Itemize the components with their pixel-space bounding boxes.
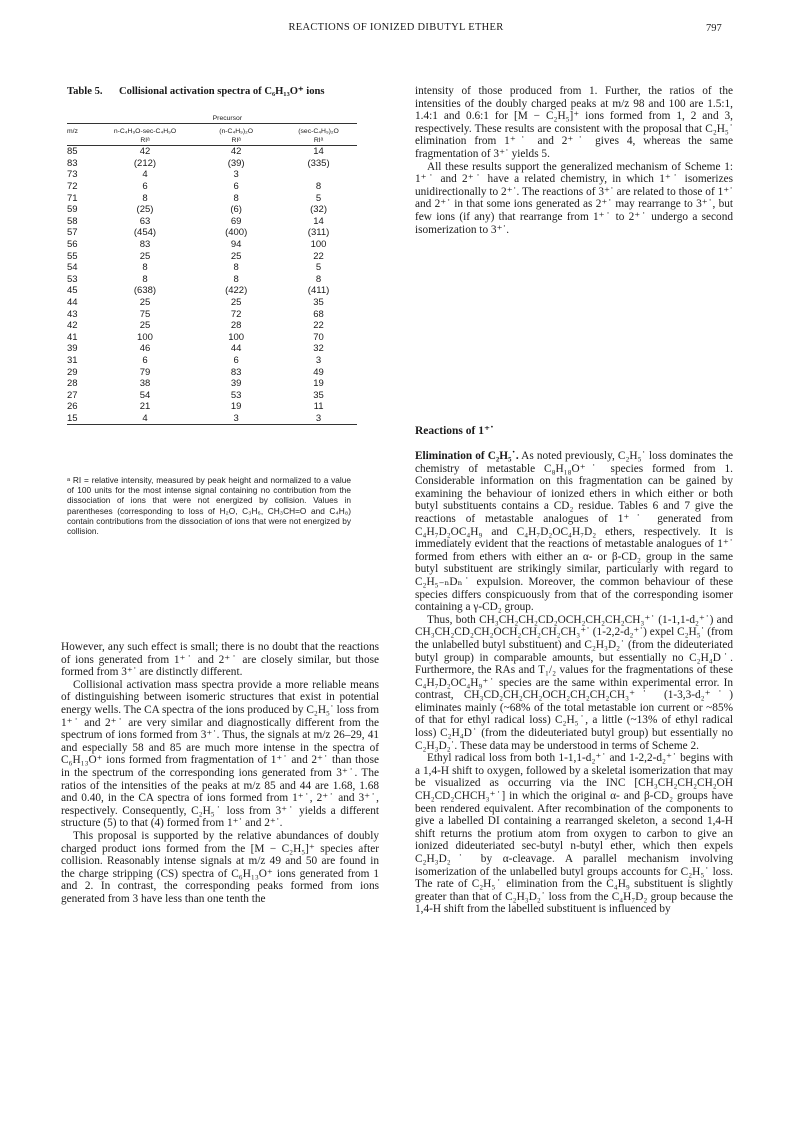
mz-cell: 39 <box>67 343 78 355</box>
intensity-cell: (335) <box>307 157 330 169</box>
table-row <box>67 320 357 332</box>
spectra-table <box>67 114 357 425</box>
mz-cell: 53 <box>67 273 78 285</box>
intensity-cell: 83 <box>139 239 151 251</box>
left-body-text <box>61 641 379 905</box>
paragraph: However, any such effect is small; there is no doubt that the reactions of ions generated from 1⁺˙ and 2⁺˙ are closely similar, but those formed from 3⁺˙ are distinctly different. <box>61 641 379 679</box>
intensity-cell: 4 <box>142 169 148 181</box>
table-row <box>67 332 357 344</box>
column-subheader: RIᵃ <box>98 136 192 146</box>
paragraph: This proposal is supported by the relative abundances of doubly charged product ions formed from the [M − C₂H₅]⁺ species after collision. Reasonably intense signals at m/z 49 and 50 are found in the charge stripping (CS) spectra of C₆H₁₃O⁺ ions generated from 1 and 2. In contrast, the corresponding peaks formed from ions generated from 3 have less than one tenth the <box>61 829 379 905</box>
intensity-cell: (25) <box>136 204 154 216</box>
intensity-cell: 72 <box>230 308 242 320</box>
mz-cell: 42 <box>67 320 78 332</box>
intensity-cell: 32 <box>313 343 324 355</box>
intensity-cell: 14 <box>313 215 324 227</box>
mz-cell: 73 <box>67 169 78 181</box>
table-row <box>67 378 357 390</box>
intensity-cell: 83 <box>230 366 242 378</box>
paragraph: Thus, both CH₃CH₂CH₂CD₂OCH₂CH₂CH₂CH₃⁺˙ (1-1,1-d₂⁺˙) and CH₃CH₂CD₂CH₂OCH₂CH₂CH₂CH₃⁺˙ (1-2,2-d₂⁺˙) expel C₂H₅˙ (from the unlabelled butyl substituent) and C₂H₃D₂˙ (from the dideuteriated butyl group) in comparable amounts, but essentially no C₂H₄D˙. Furthermore, the RAs and T₁/₂ values for the fragmentations of these C₄H₇D₂OC₄H₉⁺˙ species are the same within experimental error. In contrast, CH₃CD₂CH₂CH₂OCH₂CH₂CH₂CH₃⁺˙ (1-3,3-d₂⁺˙) eliminates mainly (~68% of the total metastable ion current or ~85% of that for ethyl radical loss) C₂H₅˙, a little (~13% of ethyl radical loss) C₂H₄D˙ (from the dideuteriated butyl group) but essentially no C₂H₃D₂˙. These data may be understood in terms of Scheme 2. <box>415 613 733 752</box>
intensity-cell: 11 <box>313 401 324 413</box>
intensity-cell: 8 <box>233 192 239 204</box>
intensity-cell: 22 <box>313 250 324 262</box>
right-column <box>415 85 734 916</box>
paragraph-text: As noted previously, C₂H₅˙ loss dominates the chemistry of metastable C₈H₁₈O⁺˙ species formed from 1. Considerable information on this fragmentation can be gained by examining the behaviour of ionized ethers in which either or both butyl substituents contains a CD₂ residue. Tables 6 and 7 give the reactions of metastable analogues of 1⁺˙ generated from C₄H₇D₂OC₄H₉ and C₄H₇D₂OC₄H₇D₂ ethers, respectively. It is immediately evident that the reactions of metastable analogues of 1⁺˙ formed from ethers with either an α- or β-CD₂ group in the same butyl substituent are strikingly similar, particularly with regard to C₂H₅₋ₙDₙ˙ expulsion. Moreover, the common behaviour of these species differs conspicuously from that of the corresponding isomer containing a γ-CD₂ group. <box>415 450 734 614</box>
subheading: Elimination of C₂H₅˙. <box>415 450 519 462</box>
mz-cell: 54 <box>67 262 78 274</box>
mz-cell: 43 <box>67 308 78 320</box>
running-head: REACTIONS OF IONIZED DIBUTYL ETHER <box>288 22 504 33</box>
paragraph: intensity of those produced from 1. Further, the ratios of the intensities of the doubly charged peaks at m/z 98 and 100 are 1.5:1, 1.4:1 and 0.6:1 for [M − C₂H₅]⁺ ions formed from 1, 2 and 3, respectively. These results are consistent with the proposal that C₂H₅˙ elimination from 1⁺˙ and 2⁺˙ gives 4, whereas the same fragmentation of 3⁺˙ yields 5. <box>415 85 733 160</box>
intensity-cell: 100 <box>228 331 245 343</box>
intensity-cell: 8 <box>142 273 148 285</box>
table-row <box>67 343 357 355</box>
table-row <box>67 146 357 158</box>
intensity-cell: (454) <box>133 227 157 239</box>
intensity-cell: 6 <box>233 181 239 193</box>
left-column <box>61 85 379 905</box>
intensity-cell: 25 <box>230 250 242 262</box>
table-row <box>67 216 357 228</box>
table-row <box>67 239 357 251</box>
table-row <box>67 401 357 413</box>
column-subheader <box>67 136 98 146</box>
mz-cell: 29 <box>67 366 78 378</box>
intensity-cell: 8 <box>315 181 322 193</box>
table-row <box>67 158 357 170</box>
right-body-text <box>415 450 733 916</box>
intensity-cell: 42 <box>230 146 242 158</box>
intensity-cell: 3 <box>280 413 357 425</box>
intensity-cell: 21 <box>139 401 151 413</box>
intensity-cell: 28 <box>230 320 242 332</box>
intensity-cell: 25 <box>139 320 151 332</box>
table-title: Collisional activation spectra of C₆H₁₃O⁺ ions <box>119 86 325 97</box>
table-label: Table 5. <box>67 86 103 97</box>
intensity-cell: 14 <box>313 146 324 158</box>
table-row <box>67 181 357 193</box>
table-row <box>67 227 357 239</box>
intensity-cell: 53 <box>230 389 242 401</box>
intensity-cell: 75 <box>139 308 151 320</box>
intensity-cell: (32) <box>310 204 327 216</box>
intensity-cell: 63 <box>139 215 151 227</box>
mz-cell: 71 <box>67 192 78 204</box>
mz-cell: 44 <box>67 297 78 309</box>
table-row <box>67 297 357 309</box>
intensity-cell: 35 <box>313 389 324 401</box>
table-row <box>67 308 357 320</box>
table-footnote: ᵃ RI = relative intensity, measured by peak height and normalized to a value of 100 units for the most intense signal containing no contribution from the dissociation of ions that were not energized by collision. Values in parentheses (corresponding to loss of H₂O, C₃H₆, CH₃CH=O and C₄H₈) contain contributions from the dissociation of ions that were not energized by collision. <box>67 475 351 537</box>
intensity-cell: 8 <box>233 273 239 285</box>
mz-cell: 55 <box>67 250 78 262</box>
mz-cell: 26 <box>67 401 78 413</box>
intensity-cell: 25 <box>139 297 151 309</box>
intensity-cell <box>280 169 357 181</box>
table-row <box>67 413 357 425</box>
intensity-cell: 42 <box>139 146 151 158</box>
intensity-cell: 100 <box>137 331 153 343</box>
intensity-cell: 6 <box>142 181 148 193</box>
intensity-cell: 68 <box>313 308 324 320</box>
table-row <box>67 262 357 274</box>
intensity-cell: 25 <box>230 297 242 309</box>
mz-cell: 72 <box>67 181 78 193</box>
intensity-cell: 49 <box>313 366 324 378</box>
table-row <box>67 355 357 367</box>
intensity-cell: (39) <box>227 157 245 169</box>
intensity-cell: 3 <box>315 354 322 366</box>
page-number: 797 <box>706 23 722 34</box>
intensity-cell: (422) <box>225 285 248 297</box>
intensity-cell: (411) <box>307 285 330 297</box>
table-row <box>67 192 357 204</box>
column-subheader: RIᵃ <box>280 136 357 146</box>
intensity-cell: 3 <box>233 169 239 181</box>
paragraph <box>415 450 733 614</box>
intensity-cell: 22 <box>313 320 324 332</box>
intensity-cell: 25 <box>139 250 151 262</box>
mz-cell: 15 <box>67 413 98 425</box>
table-row <box>67 250 357 262</box>
intensity-cell: 4 <box>98 413 192 425</box>
column-header: (sec-C₄H₉)₂O <box>280 124 357 137</box>
mz-cell: 27 <box>67 389 78 401</box>
mz-cell: 31 <box>67 354 78 366</box>
intensity-cell: 6 <box>233 354 239 366</box>
table-caption <box>67 85 355 98</box>
table-row <box>67 389 357 401</box>
intensity-cell: 5 <box>315 262 322 274</box>
mz-cell: 45 <box>67 285 78 297</box>
table-row <box>67 274 357 286</box>
intensity-cell: 8 <box>315 273 322 285</box>
mz-cell: 83 <box>67 157 78 169</box>
mz-cell: 56 <box>67 239 78 251</box>
intensity-cell: (638) <box>133 285 157 297</box>
mz-cell: 85 <box>67 146 78 158</box>
intensity-cell: 69 <box>230 215 242 227</box>
intensity-cell: 46 <box>139 343 151 355</box>
intensity-cell: 6 <box>142 354 148 366</box>
intensity-cell: (212) <box>133 157 157 169</box>
intensity-cell: 3 <box>192 413 280 425</box>
column-header: n-C₄H₉O-sec-C₄H₉O <box>98 124 192 137</box>
intensity-cell: 54 <box>139 389 151 401</box>
intensity-cell: 19 <box>230 401 242 413</box>
intensity-cell: 8 <box>142 192 148 204</box>
intensity-cell: 100 <box>310 239 327 251</box>
precursor-label: Precursor <box>212 114 243 122</box>
table-row <box>67 366 357 378</box>
mz-cell: 57 <box>67 227 78 239</box>
column-header: m/z <box>67 124 98 137</box>
paragraph: Collisional activation mass spectra provide a more reliable means of distinguishing between isomeric structures that exist in potential energy wells. The CA spectra of the ions produced by C₂H₅˙ loss from 1⁺˙ and 2⁺˙ are very similar and diagnostically different from the spectrum of ions formed from 3⁺˙. Thus, the signals at m/z 26–29, 41 and especially 58 and 85 are much more intense in the spectra of C₆H₁₃O⁺ ions formed from fragmentation of 1⁺˙ and 2⁺˙ than those in the spectrum of the corresponding ions generated from 3⁺˙. The ratios of the intensities of the peaks at m/z 85 and 44 are 1.68, 1.68 and 0.40, in the CA spectra of ions formed from 1⁺˙, 2⁺˙ and 3⁺˙, respectively. Consequently, C₂H₅˙ loss from 3⁺˙ yields a different structure (5) to that (4) formed from 1⁺˙ and 2⁺˙. <box>61 678 379 830</box>
paragraph: Ethyl radical loss from both 1-1,1-d₂⁺˙ and 1-2,2-d₂⁺˙ begins with a 1,4-H shift to oxygen, followed by a skeletal isomerization that may be visualized as occurring via the INC [CH₃CH₂CH₂CH₂OH CH₂CD₂CHCH₃⁺˙] in which the original α- and β-CD₂ groups have been rendered equivalent. After recombination of the components to give a labelled DI containing a rearranged skeleton, a second 1,4-H shift returns the protium atom from oxygen to carbon to give an ionized dideuteriated sec-butyl n-butyl ether, which then expels C₂H₃D₂˙ by α-cleavage. A parallel mechanism involving isomerization of the unlabelled butyl groups accounts for C₂H₅˙ loss. The rate of C₂H₅˙ elimination from the C₄H₉ substituent is slightly greater than that of C₂H₃D₂˙ loss from the C₄H₇D₂ group because the 1,4-H shift from the labelled substituent is influenced by <box>415 752 733 916</box>
intensity-cell: (311) <box>307 227 330 239</box>
intensity-cell: 94 <box>230 239 242 251</box>
column-subheader: RIᵃ <box>192 136 280 146</box>
intensity-cell: 8 <box>233 262 239 274</box>
intensity-cell: 79 <box>139 366 151 378</box>
intensity-cell: 70 <box>313 331 324 343</box>
intensity-cell: (6) <box>230 204 242 216</box>
intensity-cell: 39 <box>230 378 242 390</box>
mz-cell: 59 <box>67 204 78 216</box>
mz-cell: 28 <box>67 378 78 390</box>
intensity-cell: (400) <box>225 227 248 239</box>
intensity-cell: 35 <box>313 297 324 309</box>
intensity-cell: 38 <box>139 378 151 390</box>
section-heading: Reactions of 1⁺˙ <box>415 425 494 437</box>
table-row <box>67 169 357 181</box>
table-row <box>67 204 357 216</box>
intensity-cell: 5 <box>315 192 322 204</box>
intensity-cell: 19 <box>313 378 324 390</box>
mz-cell: 41 <box>67 331 78 343</box>
paragraph: All these results support the generalized mechanism of Scheme 1: 1⁺˙ and 2⁺˙ have a related chemistry, in which 1⁺˙ isomerizes unidirectionally to 2⁺˙. The reactions of 3⁺˙ are related to those of 1⁺˙ and 2⁺˙ in that some ions generated as 2⁺˙ may rearrange to 3⁺˙, but few ions (if any) that rearrange from 1⁺˙ to 2⁺˙ undergo a second isomerization to 3⁺˙. <box>415 160 733 236</box>
intensity-cell: 44 <box>230 343 242 355</box>
column-header: (n-C₄H₉)₂O <box>192 124 280 137</box>
intensity-cell: 8 <box>142 262 148 274</box>
mz-cell: 58 <box>67 215 78 227</box>
table-row <box>67 285 357 297</box>
